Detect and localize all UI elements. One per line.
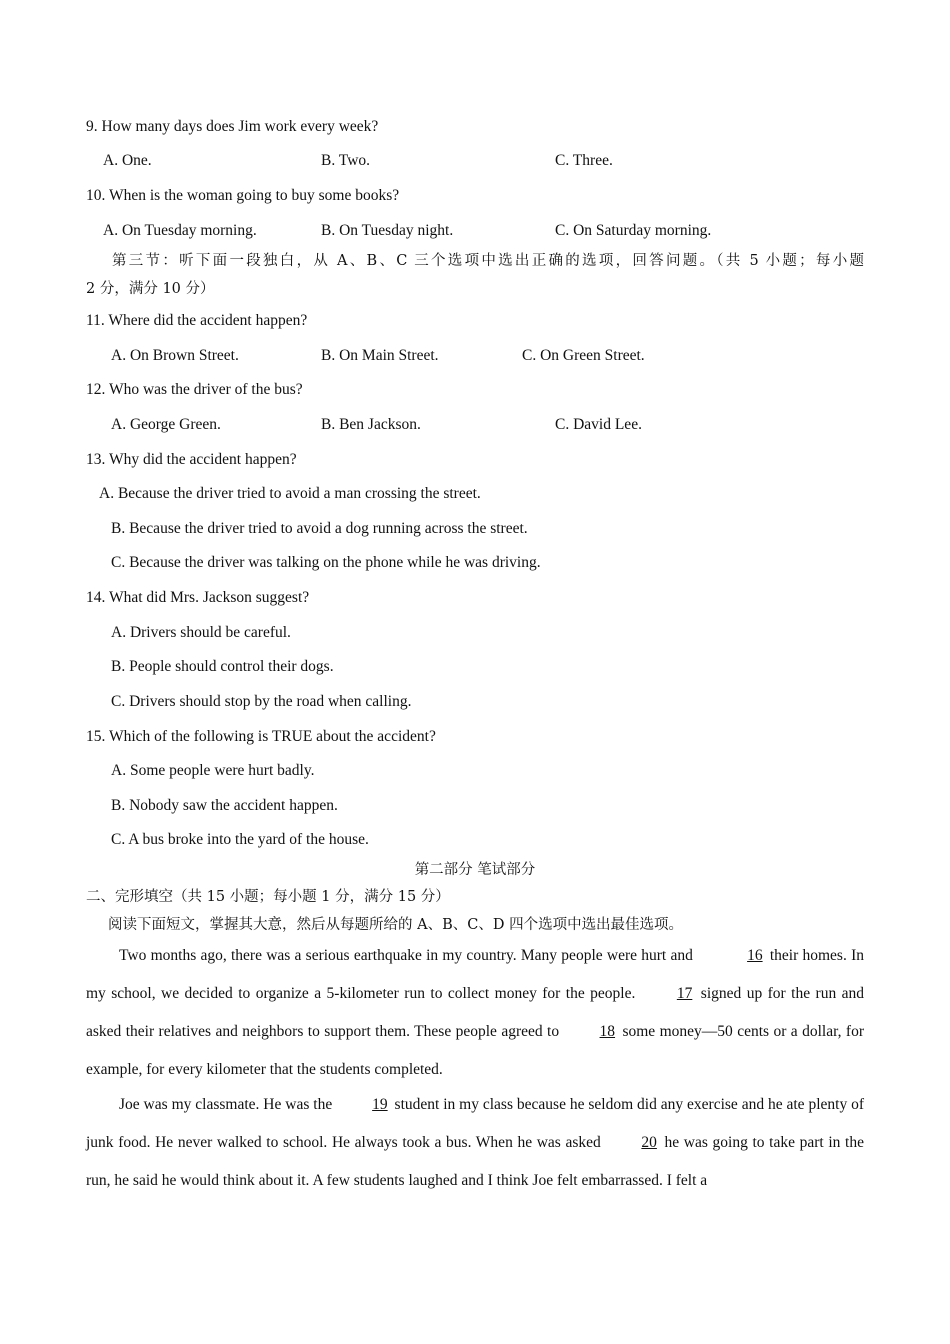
passage-text: student in my class because he seldom did any exercise and he ate plenty of junk food. He never walked to school. He always took a bus. When he was asked [86, 1096, 865, 1151]
section-3-instruction-cont: 2 分，满分 10 分） [86, 281, 215, 297]
question-11-stem: 11. Where did the accident happen? [86, 312, 308, 329]
question-12-option-a: A. George Green. [111, 416, 221, 433]
question-13-stem: 13. Why did the accident happen? [86, 451, 297, 468]
cloze-heading: 二、完形填空（共 15 小题；每小题 1 分，满分 15 分） [86, 889, 450, 905]
question-9-option-a: A. One. [103, 152, 152, 169]
cloze-blank-19[interactable]: 19 [372, 1096, 388, 1113]
question-15-option-c: C. A bus broke into the yard of the house. [111, 831, 369, 848]
passage-paragraph-2 [86, 1086, 864, 1200]
question-12-option-b: B. Ben Jackson. [321, 416, 421, 433]
passage-text: Two months ago, there was a serious earthquake in my country. Many people were hurt and [119, 947, 693, 964]
cloze-blank-18[interactable]: 18 [599, 1023, 616, 1040]
question-12-stem: 12. Who was the driver of the bus? [86, 381, 303, 398]
question-13-option-b: B. Because the driver tried to avoid a dog running across the street. [111, 520, 528, 537]
section-3-instruction: 第三节：听下面一段独白，从 A、B、C 三个选项中选出正确的选项，回答问题。（共 5 小题；每小题 [112, 253, 864, 269]
question-9-option-b: B. Two. [321, 152, 371, 169]
passage-text: Joe was my classmate. He was the [119, 1096, 333, 1113]
question-14-stem: 14. What did Mrs. Jackson suggest? [86, 589, 310, 606]
question-10-stem: 10. When is the woman going to buy some books? [86, 187, 400, 204]
question-14-option-c: C. Drivers should stop by the road when calling. [111, 693, 412, 710]
question-15-stem: 15. Which of the following is TRUE about the accident? [86, 728, 436, 745]
cloze-instruction: 阅读下面短文，掌握其大意，然后从每题所给的 A、B、C、D 四个选项中选出最佳选项。 [108, 917, 684, 933]
question-13-option-c: C. Because the driver was talking on the phone while he was driving. [111, 554, 541, 571]
question-11-option-b: B. On Main Street. [321, 347, 439, 364]
part-2-title: 第二部分 笔试部分 [414, 862, 536, 878]
passage-text: he was going to take part in the run, he said he would think about it. A few students laughed and I think Joe felt embarrassed. I felt a [86, 1134, 864, 1189]
question-11-option-c: C. On Green Street. [522, 347, 645, 364]
cloze-blank-17[interactable]: 17 [676, 985, 693, 1002]
cloze-blank-16[interactable]: 16 [747, 947, 763, 964]
passage-text: some money—50 cents or a dollar, for example, for every kilometer that the students completed. [86, 1023, 864, 1078]
question-10-option-a: A. On Tuesday morning. [103, 222, 257, 239]
question-9-option-c: C. Three. [555, 152, 613, 169]
cloze-blank-20[interactable]: 20 [641, 1134, 657, 1151]
question-11-option-a: A. On Brown Street. [111, 347, 239, 364]
passage-text: their homes. In my school, we decided to organize a 5-kilometer run to collect money for the people. [86, 947, 864, 1002]
passage-text: signed up for the run and asked their relatives and neighbors to support them. These people agreed to [86, 985, 865, 1040]
question-15-option-a: A. Some people were hurt badly. [111, 762, 315, 779]
question-12-option-c: C. David Lee. [555, 416, 642, 433]
question-9-stem: 9. How many days does Jim work every week? [86, 118, 379, 135]
question-15-option-b: B. Nobody saw the accident happen. [111, 797, 338, 814]
question-10-option-c: C. On Saturday morning. [555, 222, 712, 239]
passage-paragraph-1 [86, 937, 864, 1089]
question-13-option-a: A. Because the driver tried to avoid a man crossing the street. [99, 485, 481, 502]
question-10-option-b: B. On Tuesday night. [321, 222, 454, 239]
question-14-option-b: B. People should control their dogs. [111, 658, 334, 675]
question-14-option-a: A. Drivers should be careful. [111, 624, 291, 641]
